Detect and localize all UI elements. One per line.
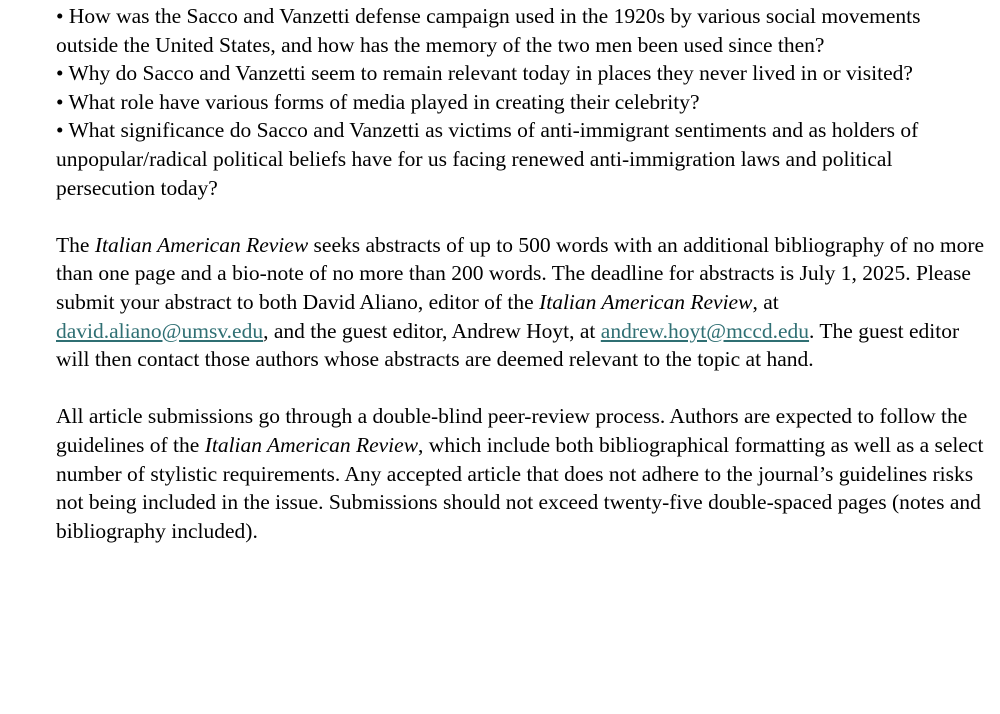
text-run: . The guest editor will then contact those authors whose abstracts are deemed relevant to the topic at hand.: [56, 318, 960, 372]
journal-title: Italian American Review: [94, 232, 309, 257]
question-list: [56, 2, 986, 202]
editor-email-link[interactable]: david.aliano@umsv.edu: [56, 318, 264, 343]
peer-review-paragraph: [56, 402, 986, 545]
journal-title: Italian American Review: [539, 289, 753, 314]
question-bullet: • What role have various forms of media played in creating their celebrity?: [56, 89, 700, 114]
journal-title: Italian American Review: [204, 432, 419, 457]
document-body: [56, 2, 986, 545]
text-run: , which include both bibliographical formatting as well as a select number of stylistic requirements. Any accepted article that does not adhere to the journal’s guidelines risks not being included in the issue. Submissions should not exceed twenty-five double-spaced pages (notes and bibliography included).: [56, 432, 984, 543]
text-run: seeks abstracts of up to 500 words with an additional bibliography of no more than one page and a bio-note of no more than 200 words. The deadline for abstracts is July 1, 2025. Please submit your abstract to both David Aliano, editor of the: [56, 232, 985, 314]
text-run: All article submissions go through a double-blind peer-review process. Authors are expected to follow the guidelines of the: [56, 404, 968, 457]
text-run: , at: [752, 289, 779, 314]
text-run: The: [56, 232, 95, 257]
question-bullet: • What significance do Sacco and Vanzetti as victims of anti-immigrant sentiments and as holders of unpopular/radical political beliefs have for us facing renewed anti-immigration laws and political persecution today?: [56, 118, 919, 200]
question-bullet: • How was the Sacco and Vanzetti defense campaign used in the 1920s by various social movements outside the United States, and how has the memory of the two men been used since then?: [56, 4, 921, 57]
guest-editor-email-link[interactable]: andrew.hoyt@mccd.edu: [600, 318, 810, 343]
question-bullet: • Why do Sacco and Vanzetti seem to remain relevant today in places they never lived in or visited?: [56, 61, 913, 86]
text-run: , and the guest editor, Andrew Hoyt, at: [263, 318, 601, 343]
abstract-submission-paragraph: [56, 231, 986, 374]
